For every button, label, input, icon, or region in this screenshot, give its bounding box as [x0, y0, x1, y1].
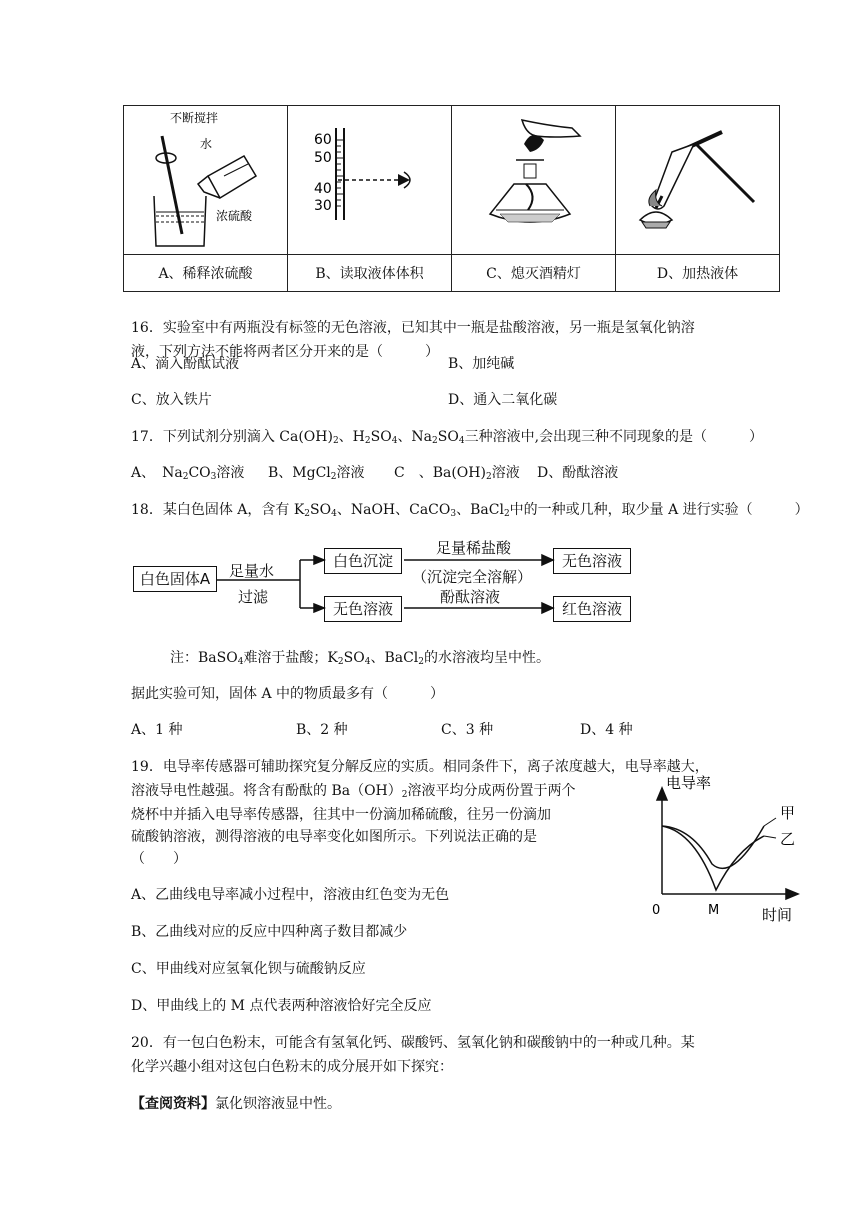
- curve-yi: [662, 826, 764, 890]
- caption-a: A、稀释浓硫酸: [124, 255, 288, 292]
- flow-phenol-label: 酚酞溶液: [440, 588, 501, 606]
- q16-option-a[interactable]: A、滴入酚酞试液: [131, 356, 240, 372]
- graph-curve-yi-label: 乙: [780, 830, 796, 848]
- flow-hcl-label: 足量稀盐酸: [436, 539, 512, 557]
- graph-xlabel: 时间: [762, 906, 793, 924]
- q17-option-b[interactable]: B、MgCl$_2$溶液: [268, 465, 365, 482]
- q17-option-a[interactable]: A、 $Na_2CO_3$溶液: [131, 465, 245, 482]
- q18-option-c[interactable]: C、3 种: [441, 722, 494, 738]
- svg-text:60: 60: [314, 132, 332, 148]
- flow-start-box: 白色固体A: [133, 566, 217, 592]
- flow-colorless-box-1: 无色溶液: [553, 548, 631, 574]
- q19-option-a[interactable]: A、乙曲线电导率减小过程中，溶液由红色变为无色: [131, 887, 450, 903]
- flow-dissolve-label: （沉淀完全溶解）: [412, 568, 533, 586]
- graph-m-label: M: [708, 903, 720, 918]
- q19-stem-line2: 溶液导电性越强。将含有酚酞的 $Ba(OH)_2$溶液平均分成两份置于两个: [131, 783, 576, 800]
- caption-d: D、加热液体: [616, 255, 780, 292]
- conductivity-graph: [640, 770, 840, 940]
- flow-water-label: 足量水: [229, 562, 275, 580]
- q19-option-d[interactable]: D、甲曲线上的 M 点代表两种溶液恰好完全反应: [131, 998, 432, 1014]
- flow-red-box: 红色溶液: [553, 596, 631, 622]
- svg-text:浓硫酸: 浓硫酸: [216, 209, 253, 223]
- flow-colorless-box-2: 无色溶液: [324, 596, 402, 622]
- caption-b: B、读取液体体积: [288, 255, 452, 292]
- q16-option-c[interactable]: C、放入铁片: [131, 392, 212, 408]
- q18-option-d[interactable]: D、4 种: [580, 722, 633, 738]
- svg-text:不断搅拌: 不断搅拌: [170, 111, 219, 125]
- graph-ylabel: 电导率: [666, 774, 712, 792]
- svg-text:水: 水: [200, 137, 213, 151]
- caption-c: C、熄灭酒精灯: [452, 255, 616, 292]
- q20-reference: 【查阅资料】氯化钡溶液显中性。: [131, 1096, 341, 1112]
- q16-option-d[interactable]: D、通入二氧化碳: [448, 392, 558, 408]
- q18-stem: 18．某白色固体 A，含有 $K_2SO_4$、NaOH、CaCO$_3$、BaCl$_2$中的一种或几种，取少量 A 进行实验（ ）: [131, 502, 809, 519]
- q16-stem-line1: 16．实验室中有两瓶没有标签的无色溶液，已知其中一瓶是盐酸溶液，另一瓶是氢氧化钠溶: [131, 320, 695, 336]
- q20-stem-line1: 20．有一包白色粉末，可能含有氢氧化钙、碳酸钙、氢氧化钠和碳酸钠中的一种或几种。某: [131, 1035, 695, 1051]
- q17-stem: 17．下列试剂分别滴入 $Ca(OH)_2$、$H_2SO_4$、$Na_2SO_4$三种溶液中,会出现三种不同现象的是（ ）: [131, 429, 764, 446]
- q19-stem-line1: 19．电导率传感器可辅助探究复分解反应的实质。相同条件下，离子浓度越大，电导率越大，: [131, 759, 709, 775]
- q20-stem-line2: 化学兴趣小组对这包白色粉末的成分展开如下探究：: [131, 1059, 453, 1075]
- q16-option-b[interactable]: B、加纯碱: [448, 356, 515, 372]
- q19-stem-line3: 烧杯中并插入电导率传感器，往其中一份滴加稀硫酸，往另一份滴加: [131, 807, 551, 823]
- q18-option-a[interactable]: A、1 种: [131, 722, 183, 738]
- q18-option-b[interactable]: B、2 种: [296, 722, 348, 738]
- q19-stem-line5: （ ）: [131, 851, 187, 867]
- flow-filter-label: 过滤: [238, 588, 269, 606]
- q18-note: 注：BaSO$_4$难溶于盐酸；$K_2SO_4$、BaCl$_2$的水溶液均呈中性。: [170, 650, 551, 667]
- flow-precip-box: 白色沉淀: [324, 548, 402, 574]
- q19-option-c[interactable]: C、甲曲线对应氢氧化钡与硫酸钠反应: [131, 961, 366, 977]
- q17-option-d[interactable]: D、酚酞溶液: [537, 465, 619, 481]
- svg-text:30: 30: [314, 198, 332, 214]
- q18-question: 据此实验可知，固体 A 中的物质最多有（ ）: [131, 686, 445, 702]
- q16-stem-line2: 液，下列方法不能将两者区分开来的是（ ）: [131, 344, 439, 360]
- svg-text:40: 40: [314, 181, 332, 197]
- q17-option-c[interactable]: C 、$Ba(OH)_2$溶液: [394, 465, 520, 482]
- svg-text:50: 50: [314, 150, 332, 166]
- graph-origin: 0: [652, 903, 661, 918]
- graph-curve-jia-label: 甲: [780, 804, 796, 822]
- q19-option-b[interactable]: B、乙曲线对应的反应中四种离子数目都减少: [131, 924, 408, 940]
- q19-stem-line4: 硫酸钠溶液，测得溶液的电导率变化如图所示。下列说法正确的是: [131, 829, 537, 845]
